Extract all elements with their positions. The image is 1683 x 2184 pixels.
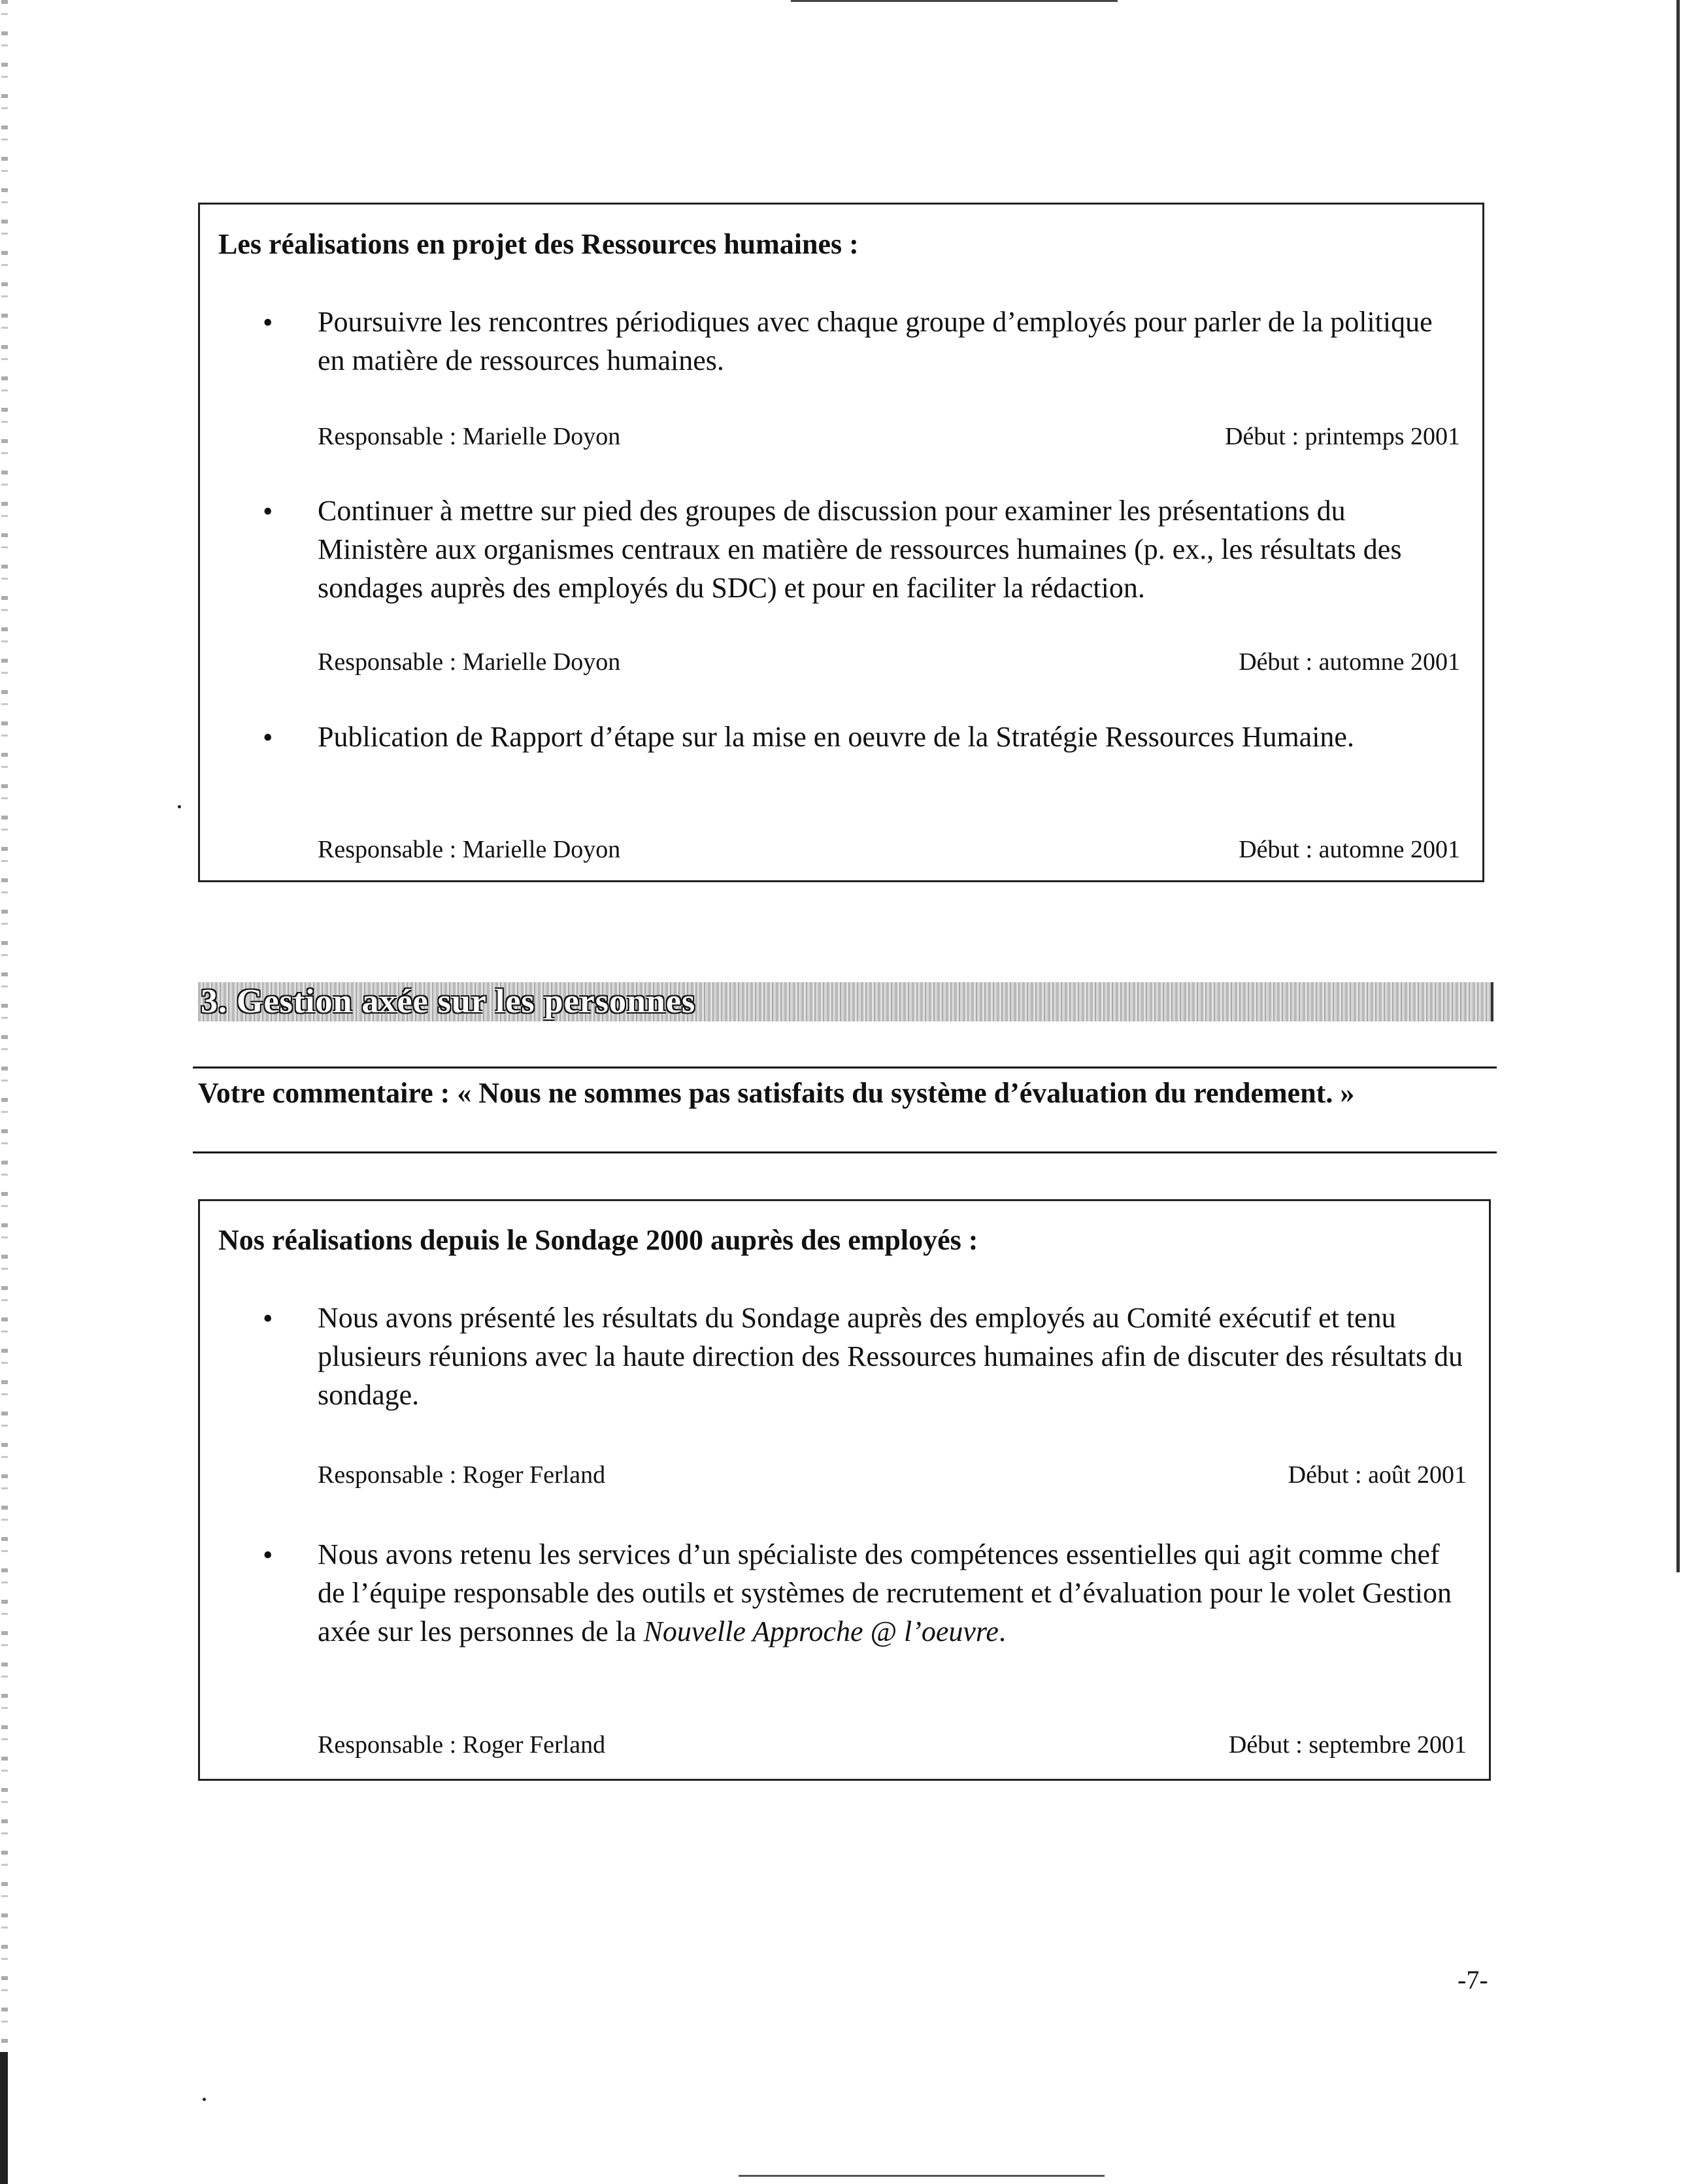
item-text: Poursuivre les rencontres périodiques avec chaque groupe d’employés pour parler de la politique en matière de ressources humaines. — [318, 306, 1433, 376]
bullet-marker: • — [263, 1539, 273, 1571]
comment-top-rule — [193, 1067, 1497, 1068]
employee-comment: Votre commentaire : « Nous ne sommes pas satisfaits du système d’évaluation du rendement. » — [198, 1077, 1355, 1109]
scan-edge-left — [1, 0, 8, 2184]
item-text: Continuer à mettre sur pied des groupes de discussion pour examiner les présentations du Ministère aux organismes centraux en matière de ressources humaines (p. ex., les résultats des sondages auprès des employés du SDC) et pour en faciliter la rédaction. — [318, 495, 1402, 604]
bullet-marker: • — [263, 721, 273, 753]
scan-edge-top — [791, 0, 1118, 2]
scan-edge-right — [1676, 0, 1680, 2184]
item-responsable: Responsable : Roger Ferland — [318, 1461, 606, 1489]
item-debut: Début : automne 2001 — [1239, 836, 1460, 863]
scan-edge-bottom — [739, 2175, 1105, 2177]
section-heading-bar — [198, 982, 1493, 1021]
achievements-since-survey-box — [198, 1199, 1491, 1781]
planned-achievements-box — [198, 203, 1484, 882]
scan-edge-left-dark — [0, 2052, 8, 2184]
item-debut: Début : septembre 2001 — [1228, 1731, 1467, 1759]
bullet-marker: • — [263, 495, 273, 527]
item-responsable: Responsable : Marielle Doyon — [318, 648, 621, 676]
item-text-main: Nous avons retenu les services d’un spécialiste des compétences essentielles qui agit comme chef de l’équipe responsable des outils et systèmes de recrutement et d’évaluation pour le volet Gestion axée sur les personnes de la — [318, 1538, 1452, 1647]
item-text-italic: Nouvelle Approche @ l’oeuvre — [643, 1615, 999, 1647]
item-text: Publication de Rapport d’étape sur la mise en oeuvre de la Stratégie Ressources Humaine. — [318, 721, 1354, 753]
box-title: Les réalisations en projet des Ressources humaines : — [218, 228, 859, 260]
comment-bottom-rule — [193, 1151, 1497, 1153]
item-text: Nous avons présenté les résultats du Sondage auprès des employés au Comité exécutif et tenu plusieurs réunions avec la haute direction des Ressources humaines afin de discuter des résultats du sondage. — [318, 1302, 1463, 1411]
bullet-marker: • — [263, 1302, 273, 1334]
item-debut: Début : automne 2001 — [1239, 648, 1460, 676]
item-responsable: Responsable : Roger Ferland — [318, 1731, 606, 1759]
item-debut: Début : printemps 2001 — [1225, 423, 1460, 450]
item-text — [318, 1535, 1469, 1651]
scan-speck — [203, 2098, 206, 2101]
item-text-end: . — [998, 1615, 1006, 1647]
item-responsable: Responsable : Marielle Doyon — [318, 423, 621, 450]
box-title: Nos réalisations depuis le Sondage 2000 auprès des employés : — [218, 1224, 978, 1256]
item-responsable: Responsable : Marielle Doyon — [318, 836, 621, 863]
bullet-marker: • — [263, 306, 273, 339]
scan-speck — [178, 805, 181, 808]
page-number: -7- — [1458, 1965, 1488, 1994]
section-title: 3. Gestion axée sur les personnes — [201, 983, 696, 1020]
item-debut: Début : août 2001 — [1288, 1461, 1467, 1489]
